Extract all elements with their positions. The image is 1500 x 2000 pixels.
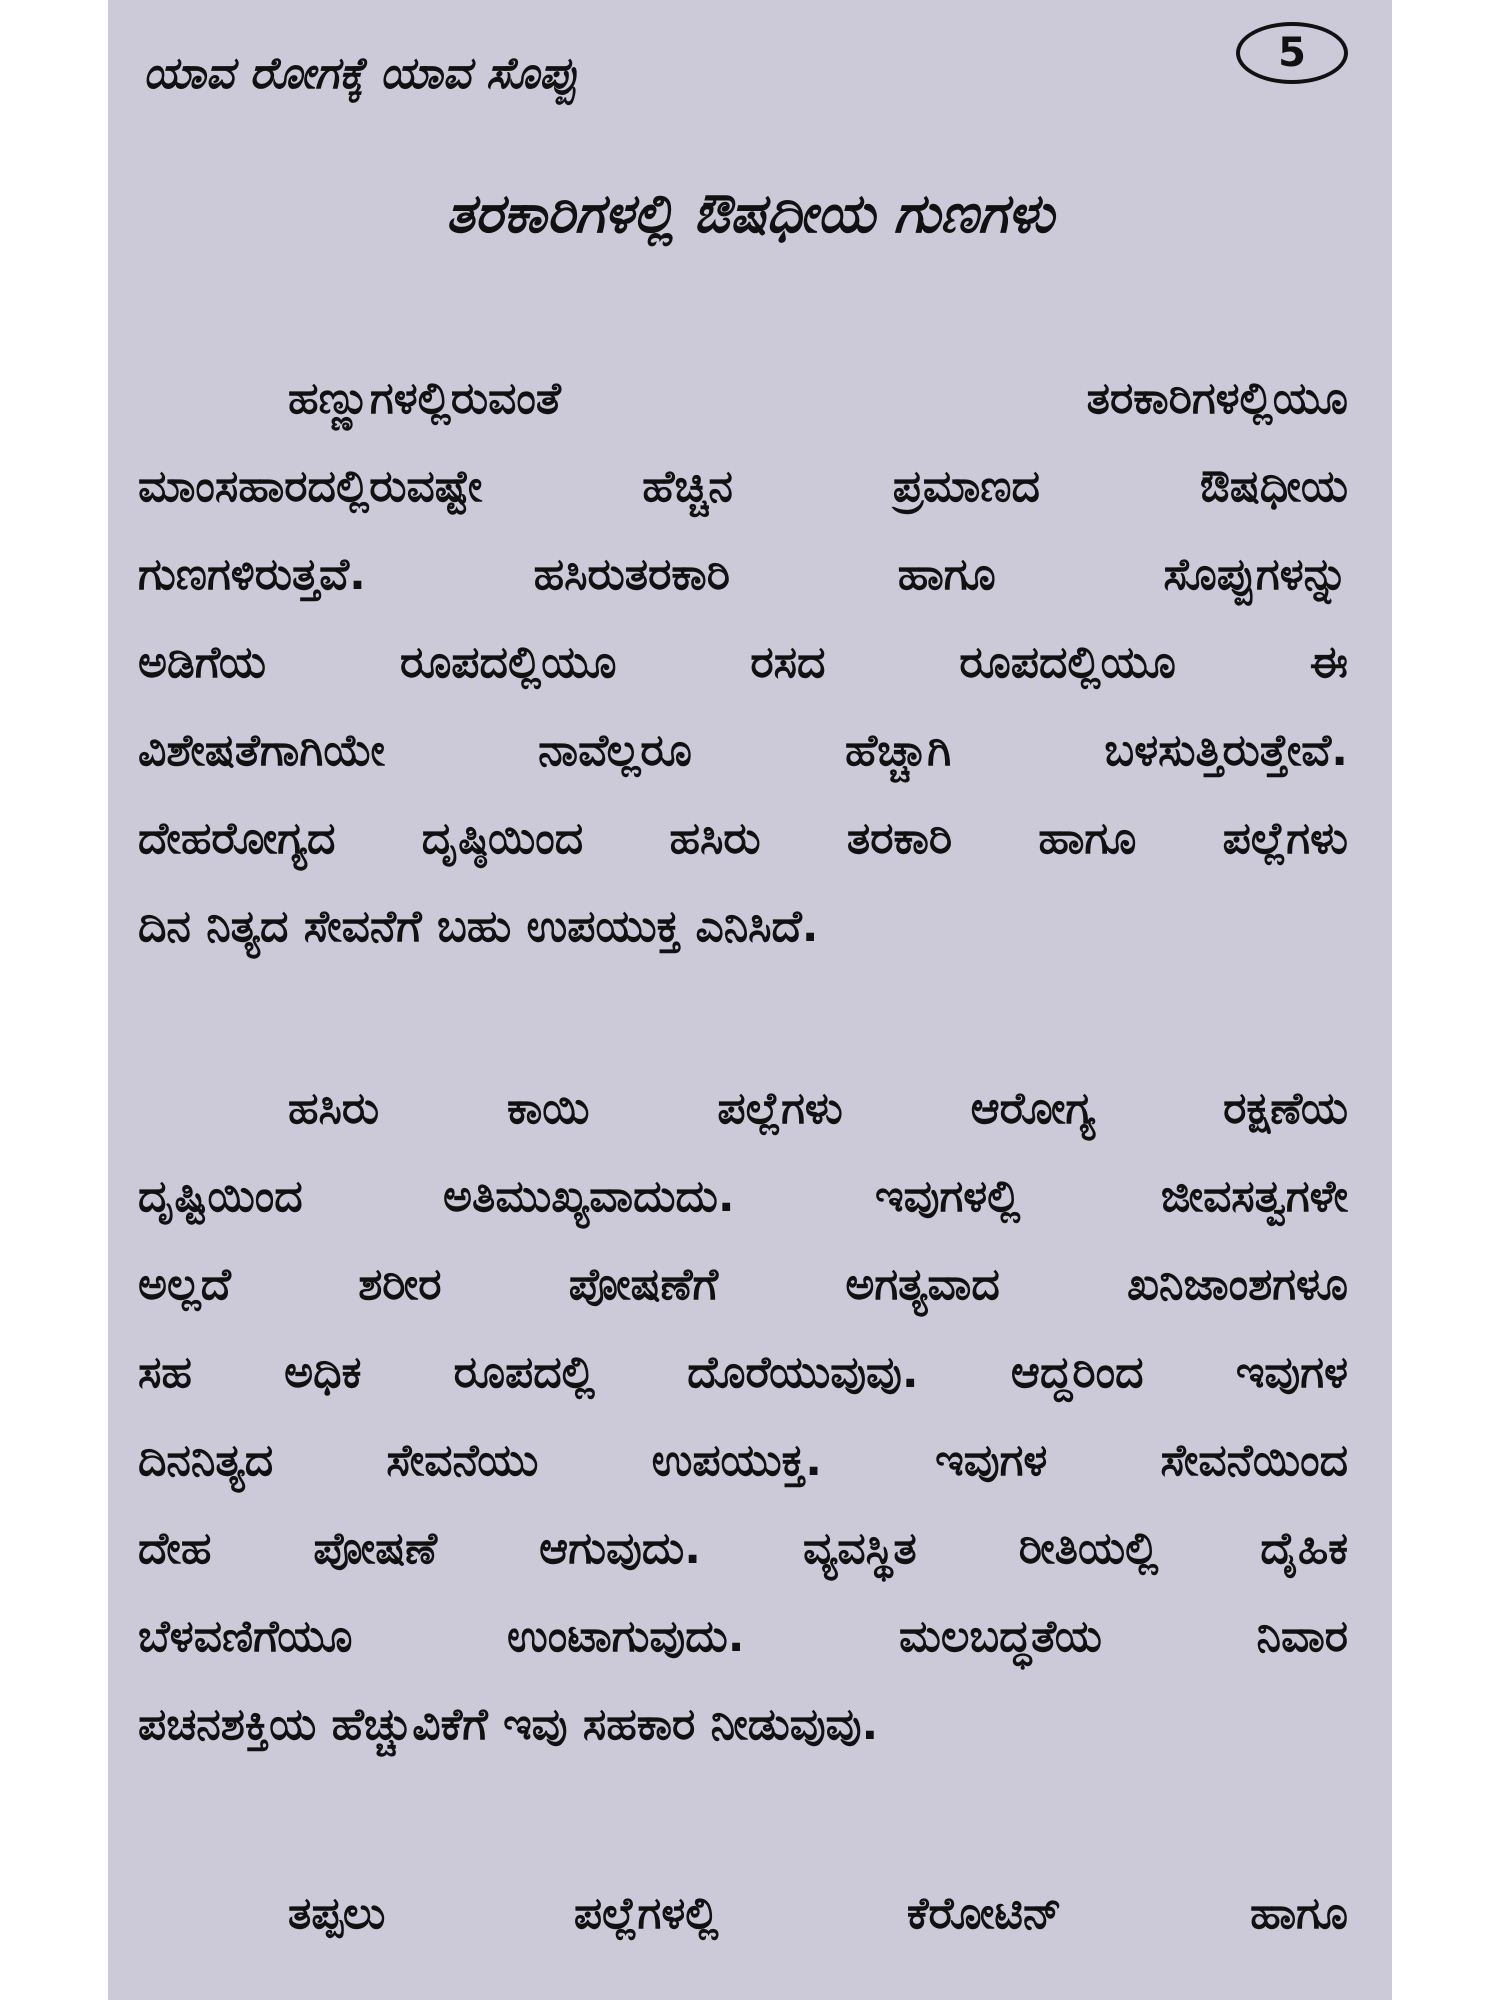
- text-line: ಹಸಿರು ಕಾಯಿ ಪಲ್ಲೆಗಳು ಆರೋಗ್ಯ ರಕ್ಷಣೆಯ: [288, 1083, 1348, 1134]
- chapter-title: ತರಕಾರಿಗಳಲ್ಲಿ ಔಷಧೀಯ ಗುಣಗಳು: [445, 182, 1055, 245]
- text-line: ವಿಶೇಷತೆಗಾಗಿಯೇ ನಾವೆಲ್ಲರೂ ಹೆಚ್ಚಾಗಿ ಬಳಸುತ್ತಿರುತ್ತೇವೆ.: [138, 725, 1348, 776]
- text-line: ಗುಣಗಳಿರುತ್ತವೆ. ಹಸಿರುತರಕಾರಿ ಹಾಗೂ ಸೊಪ್ಪುಗಳನ್ನು: [138, 549, 1348, 600]
- text-line: ದೃಷ್ಟಿಯಿಂದ ಅತಿಮುಖ್ಯವಾದುದು. ಇವುಗಳಲ್ಲಿ ಜೀವಸತ್ವಗಳೇ: [138, 1171, 1348, 1222]
- page-number: 5: [1236, 22, 1348, 84]
- text-line: ಅಡಿಗೆಯ ರೂಪದಲ್ಲಿಯೂ ರಸದ ರೂಪದಲ್ಲಿಯೂ ಈ: [138, 637, 1348, 688]
- text-line: ದಿನ ನಿತ್ಯದ ಸೇವನೆಗೆ ಬಹು ಉಪಯುಕ್ತ ಎನಿಸಿದೆ.: [138, 901, 819, 952]
- text-line: ಬೆಳವಣಿಗೆಯೂ ಉಂಟಾಗುವುದು. ಮಲಬದ್ಧತೆಯ ನಿವಾರ: [138, 1611, 1348, 1662]
- text-line: ದಿನನಿತ್ಯದ ಸೇವನೆಯು ಉಪಯುಕ್ತ. ಇವುಗಳ ಸೇವನೆಯಿಂದ: [138, 1435, 1348, 1486]
- text-line: ಪಚನಶಕ್ತಿಯ ಹೆಚ್ಚುವಿಕೆಗೆ ಇವು ಸಹಕಾರ ನೀಡುವುವು.: [138, 1699, 879, 1750]
- paragraph-2: [138, 1065, 1348, 1769]
- text-line: ಸಹ ಅಧಿಕ ರೂಪದಲ್ಲಿ ದೊರೆಯುವುವು. ಆದ್ದರಿಂದ ಇವುಗಳ: [138, 1347, 1348, 1398]
- text-line: ಮಾಂಸಹಾರದಲ್ಲಿರುವಷ್ಟೇ ಹೆಚ್ಚಿನ ಪ್ರಮಾಣದ ಔಷಧೀಯ: [138, 461, 1348, 512]
- paragraph-3: [138, 1870, 1348, 1958]
- text-line: ಹಣ್ಣುಗಳಲ್ಲಿರುವಂತೆ ತರಕಾರಿಗಳಲ್ಲಿಯೂ: [288, 373, 1348, 424]
- book-page: [108, 0, 1392, 2000]
- paragraph-1: [138, 355, 1348, 971]
- text-line: ಅಲ್ಲದೆ ಶರೀರ ಪೋಷಣೆಗೆ ಅಗತ್ಯವಾದ ಖನಿಜಾಂಶಗಳೂ: [138, 1259, 1348, 1310]
- running-head: ಯಾವ ರೋಗಕ್ಕೆ ಯಾವ ಸೊಪ್ಪು: [143, 48, 579, 99]
- text-line: ದೇಹ ಪೋಷಣೆ ಆಗುವುದು. ವ್ಯವಸ್ಥಿತ ರೀತಿಯಲ್ಲಿ ದೈಹಿಕ: [138, 1523, 1348, 1574]
- text-line: ದೇಹರೋಗ್ಯದ ದೃಷ್ಠಿಯಿಂದ ಹಸಿರು ತರಕಾರಿ ಹಾಗೂ ಪಲ್ಲೆಗಳು: [138, 813, 1348, 864]
- text-line: ತಪ್ಪಲು ಪಲ್ಲೆಗಳಲ್ಲಿ ಕೆರೋಟಿನ್ ಹಾಗೂ: [288, 1888, 1348, 1939]
